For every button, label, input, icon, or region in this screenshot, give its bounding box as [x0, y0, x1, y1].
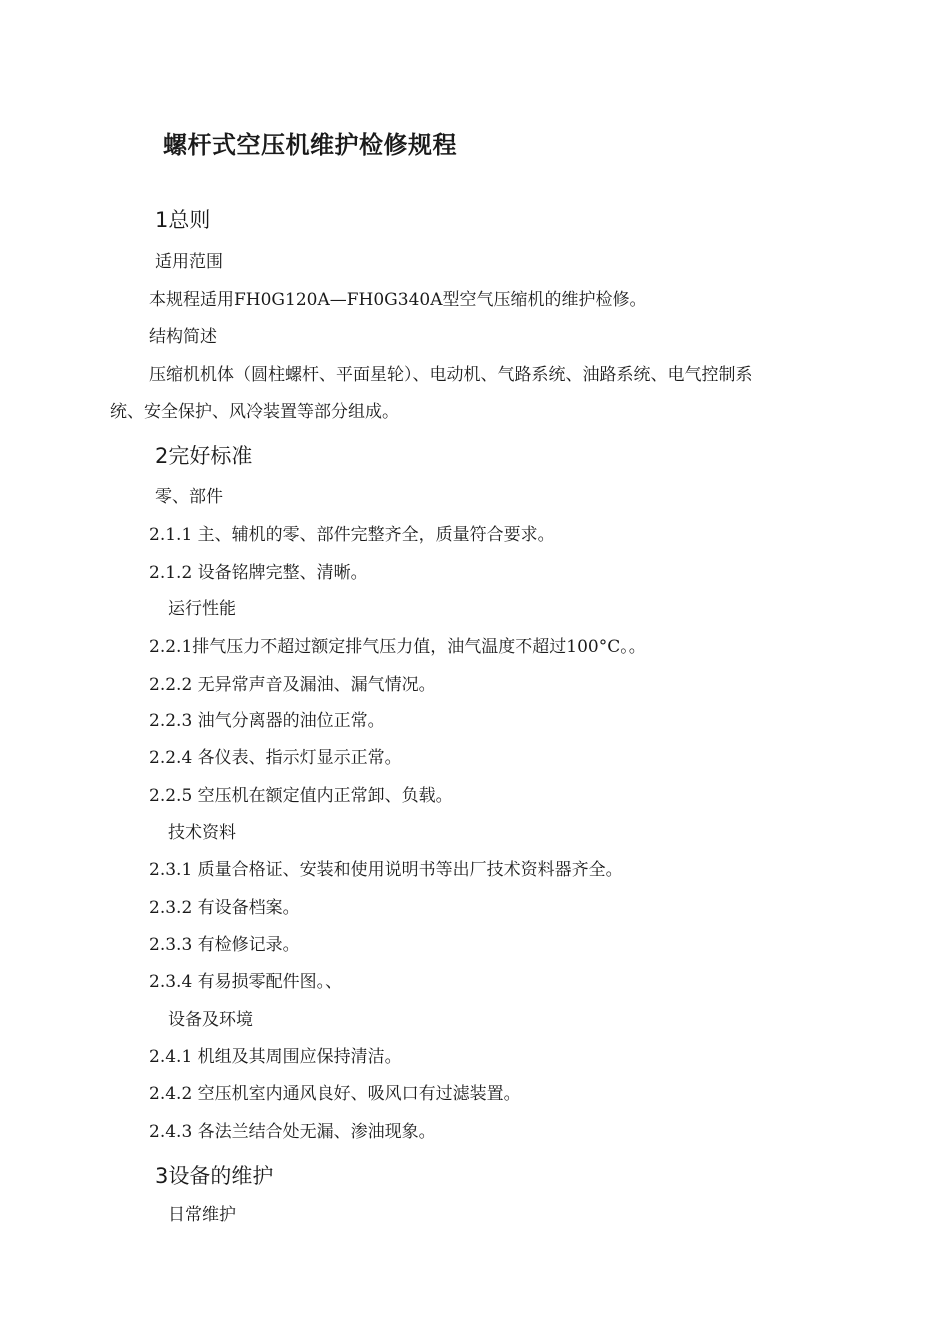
list-item-2-1-1: 2.1.1 主、辅机的零、部件完整齐全，质量符合要求。 [149, 525, 555, 545]
subheading-parts: 零、部件 [155, 487, 223, 507]
list-item-2-2-4: 2.2.4 各仪表、指示灯显示正常。 [149, 748, 402, 768]
section-heading-maintenance: 3设备的维护 [155, 1164, 274, 1188]
paragraph-structure-line-2: 统、安全保护、风冷装置等部分组成。 [110, 402, 399, 422]
list-item-2-3-1: 2.3.1 质量合格证、安装和使用说明书等出厂技术资料器齐全。 [149, 860, 623, 880]
list-item-2-3-4: 2.3.4 有易损零配件图。、 [149, 972, 343, 992]
document-title: 螺杆式空压机维护检修规程 [163, 131, 457, 159]
subheading-scope: 适用范围 [155, 252, 223, 272]
subheading-equipment-environment: 设备及环境 [168, 1010, 253, 1030]
paragraph-scope: 本规程适用FH0G120A—FH0G340A型空气压缩机的维护检修。 [149, 290, 647, 310]
list-item-2-2-2: 2.2.2 无异常声音及漏油、漏气情况。 [149, 675, 436, 695]
subheading-performance: 运行性能 [168, 599, 236, 619]
section-heading-standards: 2完好标准 [155, 444, 253, 468]
subheading-daily-maintenance: 日常维护 [168, 1205, 236, 1225]
section-heading-general: 1总则 [155, 208, 211, 232]
list-item-2-3-2: 2.3.2 有设备档案。 [149, 898, 300, 918]
paragraph-structure-line-1: 压缩机机体（圆柱螺杆、平面星轮）、电动机、气路系统、油路系统、电气控制系 [149, 365, 753, 385]
list-item-2-3-3: 2.3.3 有检修记录。 [149, 935, 300, 955]
list-item-2-2-1: 2.2.1排气压力不超过额定排气压力值，油气温度不超过100°C。。 [149, 637, 646, 657]
subheading-technical-docs: 技术资料 [168, 823, 236, 843]
list-item-2-4-2: 2.4.2 空压机室内通风良好、吸风口有过滤装置。 [149, 1084, 521, 1104]
list-item-2-1-2: 2.1.2 设备铭牌完整、清晰。 [149, 563, 368, 583]
list-item-2-4-3: 2.4.3 各法兰结合处无漏、渗油现象。 [149, 1122, 436, 1142]
list-item-2-2-3: 2.2.3 油气分离器的油位正常。 [149, 711, 385, 731]
list-item-2-2-5: 2.2.5 空压机在额定值内正常卸、负载。 [149, 786, 453, 806]
list-item-2-4-1: 2.4.1 机组及其周围应保持清洁。 [149, 1047, 402, 1067]
subheading-structure: 结构简述 [149, 327, 217, 347]
